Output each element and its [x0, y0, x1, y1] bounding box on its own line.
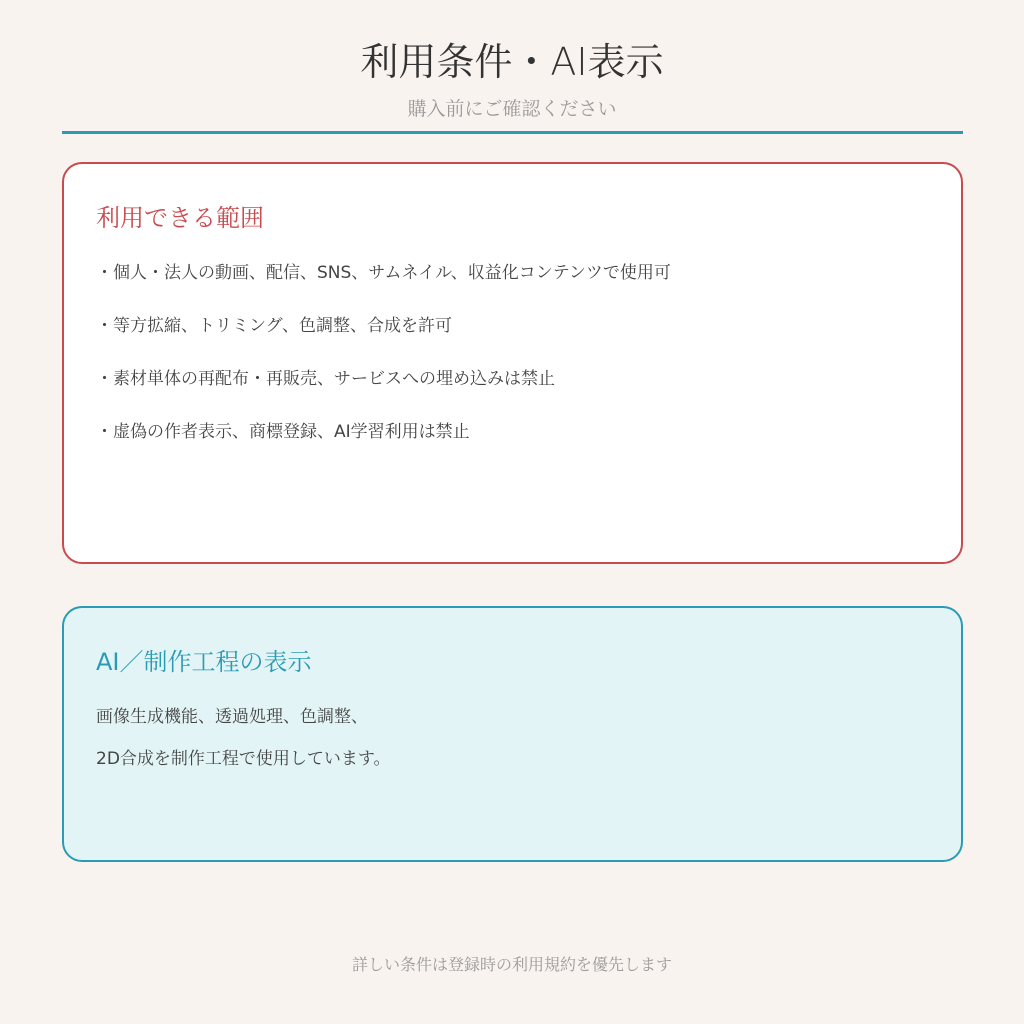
usage-scope-item: ・素材単体の再配布・再販売、サービスへの埋め込みは禁止	[96, 368, 555, 389]
page-header	[62, 40, 962, 121]
ai-disclosure-card	[62, 606, 963, 862]
usage-scope-card	[62, 162, 963, 564]
ai-disclosure-text: 画像生成機能、透過処理、色調整、	[96, 706, 368, 727]
page-title: 利用条件・AI表示	[360, 40, 664, 84]
ai-disclosure-text: 2D合成を制作工程で使用しています。	[96, 748, 391, 769]
page-subtitle: 購入前にご確認ください	[407, 98, 617, 120]
usage-scope-item: ・等方拡縮、トリミング、色調整、合成を許可	[96, 315, 452, 336]
usage-scope-item: ・個人・法人の動画、配信、SNS、サムネイル、収益化コンテンツで使用可	[96, 262, 671, 283]
ai-disclosure-title: AI／制作工程の表示	[96, 648, 312, 676]
footer-note: 詳しい条件は登録時の利用規約を優先します	[351, 955, 672, 974]
usage-scope-title: 利用できる範囲	[96, 204, 264, 232]
usage-scope-item: ・虚偽の作者表示、商標登録、AI学習利用は禁止	[96, 421, 470, 442]
header-divider	[62, 131, 963, 134]
